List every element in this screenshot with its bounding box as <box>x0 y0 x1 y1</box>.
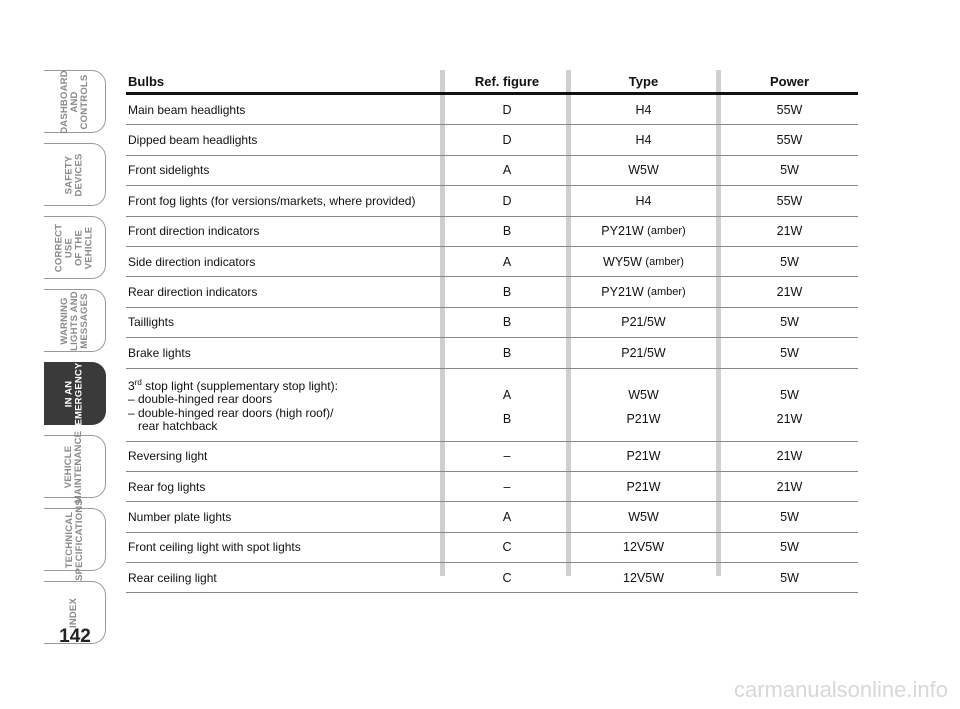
table-header <box>126 70 858 95</box>
bulb-power: 5W <box>780 570 799 585</box>
bulb-name: Front ceiling light with spot lights <box>128 540 301 555</box>
bulb-type: W5W P21W <box>626 388 661 426</box>
bulb-type <box>571 217 716 246</box>
ref-figure: D <box>502 102 512 117</box>
bulb-type <box>571 95 716 124</box>
bulb-name: Front fog lights (for versions/markets, where provided) <box>128 193 416 208</box>
bulb-type <box>571 308 716 337</box>
bulb-name: Main beam headlights <box>128 102 246 117</box>
third-stop-title: 3rd stop light (supplementary stop light): <box>128 377 338 393</box>
bulb-power: 5W <box>780 509 799 524</box>
ref-figure: C <box>502 570 512 585</box>
bulb-power: 5W <box>780 540 799 555</box>
type-code: H4 <box>635 193 652 208</box>
table-row <box>126 338 858 368</box>
watermark: carmanualsonline.info <box>733 677 948 702</box>
header-type: Type <box>628 73 659 89</box>
tab-label: SAFETY DEVICES <box>63 152 85 197</box>
tab-label: DASHBOARD AND CONTROLS <box>58 69 90 134</box>
ref-figure: B <box>502 315 512 330</box>
bulb-name: Rear direction indicators <box>128 285 258 300</box>
third-stop-line: rear hatchback <box>138 419 218 434</box>
ref-figure: D <box>502 193 512 208</box>
ref-figure: A B <box>502 388 512 426</box>
bulb-power: 21W <box>776 285 803 300</box>
bulb-type <box>571 186 716 215</box>
page-number: 142 <box>59 626 91 647</box>
ref-figure: D <box>502 133 512 148</box>
table-row <box>126 277 858 307</box>
tab-vehicle-maintenance[interactable] <box>44 430 106 503</box>
type-code: P21/5W <box>621 315 666 330</box>
tab-technical-specifications[interactable] <box>44 498 106 581</box>
header-bulbs: Bulbs <box>128 73 165 89</box>
bulbs-table <box>126 70 858 593</box>
type-note: (amber) <box>645 255 684 268</box>
table-row <box>126 186 858 216</box>
ref-figure: B <box>502 345 512 360</box>
bulb-name: Number plate lights <box>128 509 232 524</box>
bulb-type <box>571 472 716 501</box>
type-note: (amber) <box>647 286 686 299</box>
bulb-type <box>571 338 716 367</box>
tab-label: INDEX <box>68 597 80 628</box>
type-code: W5W <box>628 509 659 524</box>
tab-dashboard-and-controls[interactable] <box>44 70 106 133</box>
header-ref-figure: Ref. figure <box>474 73 540 89</box>
ref-figure: A <box>502 254 512 269</box>
type-code: P21W <box>626 479 661 494</box>
bulb-power: 55W <box>776 193 803 208</box>
tab-label: IN AN EMERGENCY <box>63 361 85 426</box>
type-code: H4 <box>635 102 652 117</box>
type-code: 12V5W <box>623 570 664 585</box>
table-row <box>126 95 858 125</box>
table-row <box>126 533 858 563</box>
table-row <box>126 125 858 155</box>
bulb-name: Dipped beam headlights <box>128 133 258 148</box>
tab-label: TECHNICAL SPECIFICATIONS <box>63 498 85 581</box>
ref-figure: – <box>503 479 511 494</box>
type-code: H4 <box>635 133 652 148</box>
tab-label: CORRECT USE OF THE VEHICLE <box>53 223 95 272</box>
bulb-name: Front direction indicators <box>128 224 260 239</box>
bulb-type <box>571 563 716 592</box>
bulb-power: 21W <box>776 449 803 464</box>
bulb-power: 55W <box>776 133 803 148</box>
table-row <box>126 217 858 247</box>
tab-warning-lights[interactable] <box>44 289 106 352</box>
type-code: P21W <box>626 449 661 464</box>
table-row <box>126 247 858 277</box>
header-power: Power <box>769 73 809 89</box>
table-row <box>126 442 858 472</box>
tab-safety-devices[interactable] <box>44 143 106 206</box>
tab-in-an-emergency[interactable] <box>44 362 106 425</box>
bulb-power: 5W <box>780 315 799 330</box>
ref-figure: C <box>502 540 512 555</box>
bulb-name: Reversing light <box>128 449 208 464</box>
bulb-name: Rear fog lights <box>128 479 206 494</box>
table-row <box>126 369 858 442</box>
tab-label: VEHICLE MAINTENANCE <box>63 430 85 503</box>
bulb-power: 5W <box>780 163 799 178</box>
type-code: PY21W <box>601 224 644 239</box>
bulb-type <box>571 125 716 154</box>
bulb-power: 55W <box>776 102 803 117</box>
table-row <box>126 472 858 502</box>
bulb-power: 21W <box>776 224 803 239</box>
bulb-name: Side direction indicators <box>128 254 256 269</box>
ref-figure: A <box>502 163 512 178</box>
ref-figure: B <box>502 285 512 300</box>
ref-figure: – <box>503 449 511 464</box>
bulb-type <box>571 247 716 276</box>
bulb-type <box>571 156 716 185</box>
bulb-name <box>128 369 440 441</box>
bulb-type <box>571 533 716 562</box>
bulb-name: Front sidelights <box>128 163 210 178</box>
type-code: P21/5W <box>621 345 666 360</box>
bulb-type <box>571 277 716 306</box>
table-row <box>126 563 858 593</box>
third-stop-line: – double-hinged rear doors (high roof)/ <box>128 405 334 420</box>
type-code: WY5W <box>603 254 642 269</box>
table-row <box>126 502 858 532</box>
third-stop-line: – double-hinged rear doors <box>128 392 273 407</box>
table-row <box>126 156 858 186</box>
ref-figure: B <box>502 224 512 239</box>
table-row <box>126 308 858 338</box>
bulb-name: Rear ceiling light <box>128 570 217 585</box>
tab-label: WARNING LIGHTS AND MESSAGES <box>58 290 90 351</box>
type-code: PY21W <box>601 285 644 300</box>
bulb-power: 5W <box>780 345 799 360</box>
bulb-type <box>571 502 716 531</box>
bulb-name: Brake lights <box>128 345 191 360</box>
type-note: (amber) <box>647 225 686 238</box>
section-tabs <box>44 70 106 654</box>
tab-correct-use[interactable] <box>44 216 106 279</box>
type-code: W5W <box>628 163 659 178</box>
type-code: 12V5W <box>623 540 664 555</box>
bulb-power: 5W 21W <box>776 388 803 426</box>
bulb-power: 5W <box>780 254 799 269</box>
bulb-type <box>571 442 716 471</box>
bulb-name: Taillights <box>128 315 175 330</box>
ref-figure: A <box>502 509 512 524</box>
bulb-power: 21W <box>776 479 803 494</box>
